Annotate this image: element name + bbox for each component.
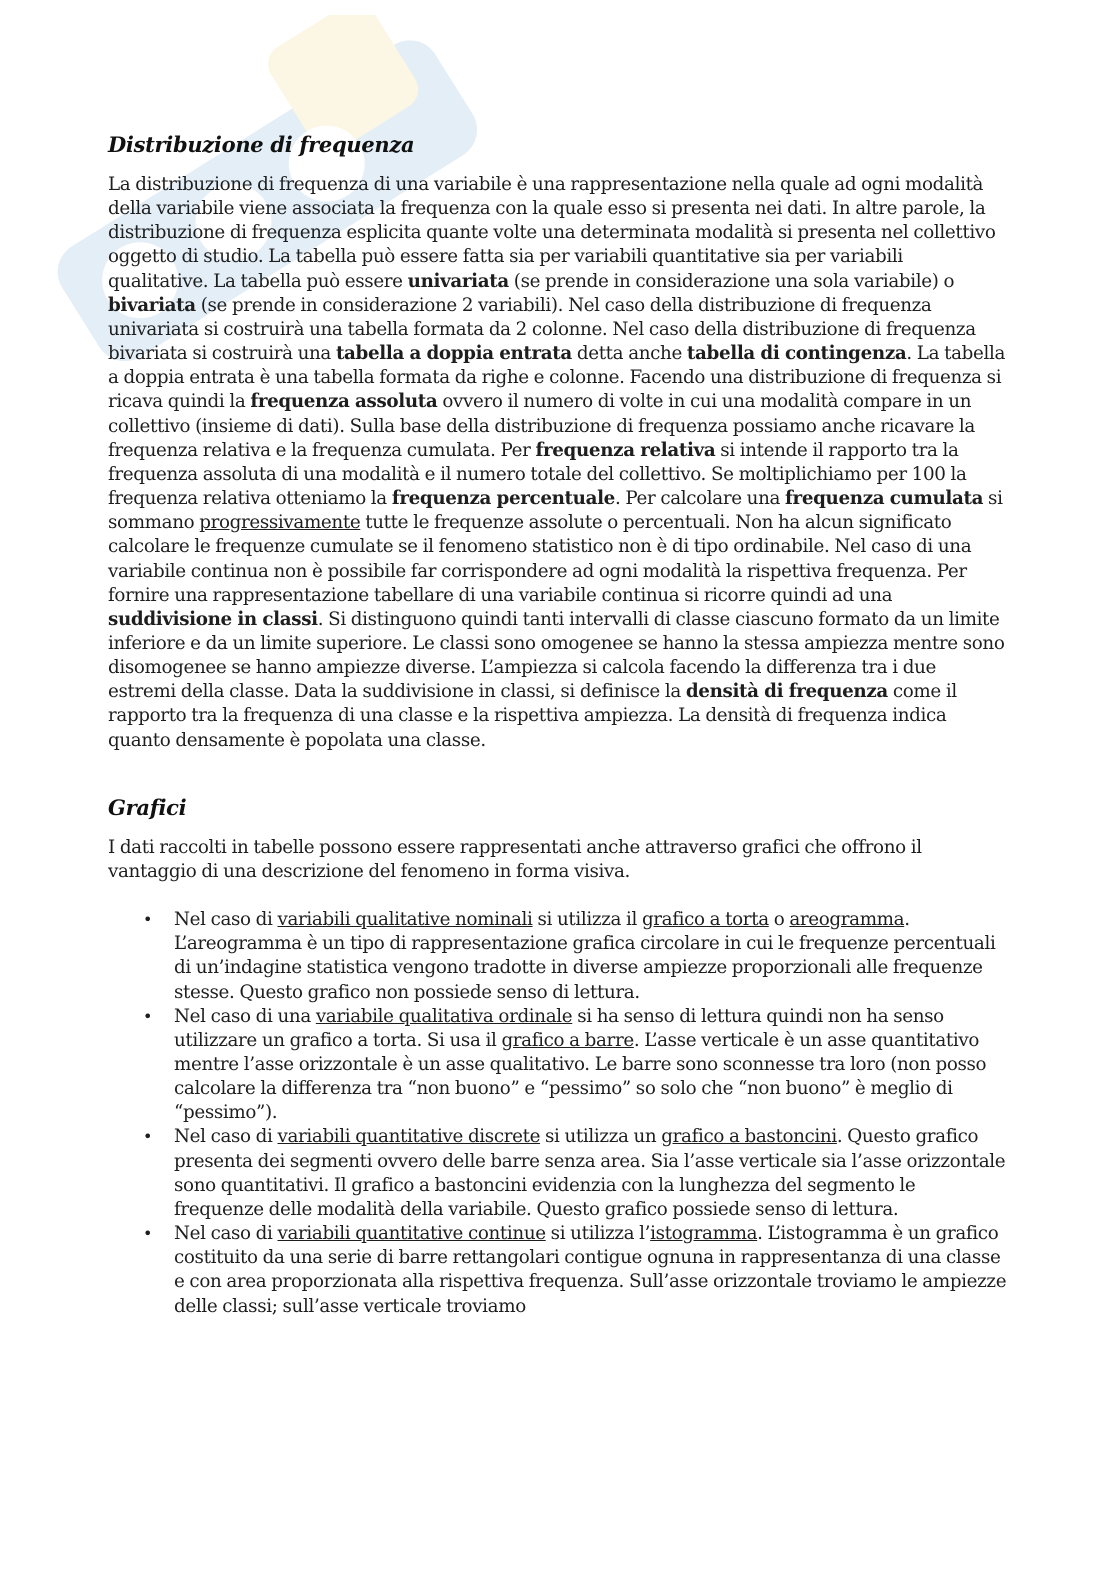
grafici-bullet-list bbox=[108, 908, 1008, 1319]
paragraph-grafici-intro: I dati raccolti in tabelle possono essere rappresentati anche attraverso grafici che offrono il vantaggio di una descrizione del fenomeno in forma visiva. bbox=[108, 836, 922, 882]
list-item: • Nel caso di variabili quantitative continue si utilizza l’istogramma. L’istogramma è un grafico costituito da una serie di barre rettangolari contigue ognuna in rappresentanza di una classe e con area proporzionata alla rispettiva frequenza. Sull’asse orizzontale troviamo le ampiezze delle classi; sull’asse verticale troviamo bbox=[143, 1223, 1007, 1317]
section-title-grafici: Grafici bbox=[108, 794, 187, 820]
list-item: • Nel caso di variabili qualitative nominali si utilizza il grafico a torta o areogramma. L’areogramma è un tipo di rappresentazione grafica circolare in cui le frequenze percentuali di un’indagine statistica vengono tradotte in diverse ampiezze proporzionali alle frequenze stesse. Questo grafico non possiede senso di lettura. bbox=[143, 909, 996, 1003]
list-item: • Nel caso di una variabile qualitativa ordinale si ha senso di lettura quindi non ha senso utilizzare un grafico a torta. Si usa il grafico a barre. L’asse verticale è un asse quantitativo mentre l’asse orizzontale è un asse qualitativo. Le barre sono sconnesse tra loro (non posso calcolare la differenza tra “non buono” e “pessimo” so solo che “non buono” è meglio di “pessimo”). bbox=[143, 1005, 987, 1124]
bullet-icon: • bbox=[143, 910, 153, 930]
paragraph-distribuzione: La distribuzione di frequenza di una variabile è una rappresentazione nella quale ad ogni modalità della variabile viene associata la frequenza con la quale esso si presenta nei dati. In altre parole, la distribuzione di frequenza esplicita quante volte una determinata modalità si presenta nel collettivo oggetto di studio. La tabella può essere fatta sia per variabili quantitative sia per variabili qualitative. La tabella può essere univariata (se prende in considerazione una sola variabile) o bivariata (se prende in considerazione 2 variabili). Nel caso della distribuzione di frequenza univariata si costruirà una tabella formata da 2 colonne. Nel caso della distribuzione di frequenza bivariata si costruirà una tabella a doppia entrata detta anche tabella di contingenza. La tabella a doppia entrata è una tabella formata da righe e colonne. Facendo una distribuzione di frequenza si ricava quindi la frequenza assoluta ovvero il numero di volte in cui una modalità compare in un collettivo (insieme di dati). Sulla base della distribuzione di frequenza possiamo anche ricavare la frequenza relativa e la frequenza cumulata. Per frequenza relativa si intende il rapporto tra la frequenza assoluta di una modalità e il numero totale del collettivo. Se moltiplichiamo per 100 la frequenza relativa otteniamo la frequenza percentuale. Per calcolare una frequenza cumulata si sommano progressivamente tutte le frequenze assolute o percentuali. Non ha alcun significato calcolare le frequenze cumulate se il fenomeno statistico non è di tipo ordinabile. Nel caso di una variabile continua non è possibile far corrispondere ad ogni modalità la rispettiva frequenza. Per fornire una rappresentazione tabellare di una variabile continua si ricorre quindi ad una suddivisione in classi. Si distinguono quindi tanti intervalli di classe ciascuno formato da un limite inferiore e da un limite superiore. Le classi sono omogenee se hanno la stessa ampiezza mentre sono disomogenee se hanno ampiezze diverse. L’ampiezza si calcola facendo la differenza tra i due estremi della classe. Data la suddivisione in classi, si definisce la densità di frequenza come il rapporto tra la frequenza di una classe e la rispettiva ampiezza. La densità di frequenza indica quanto densamente è popolata una classe. bbox=[108, 174, 1005, 751]
bullet-icon: • bbox=[143, 1006, 153, 1026]
list-item: • Nel caso di variabili quantitative discrete si utilizza un grafico a bastoncini. Questo grafico presenta dei segmenti ovvero delle barre senza area. Sia l’asse verticale sia l’asse orizzontale sono quantitativi. Il grafico a bastoncini evidenzia con la lunghezza del segmento le frequenze delle modalità della variabile. Questo grafico possiede senso di lettura. bbox=[143, 1126, 1006, 1220]
bullet-icon: • bbox=[143, 1127, 153, 1147]
section-title-distribuzione: Distribuzione di frequenza bbox=[108, 132, 415, 157]
document-page bbox=[108, 118, 1008, 1319]
bullet-icon: • bbox=[143, 1224, 153, 1244]
